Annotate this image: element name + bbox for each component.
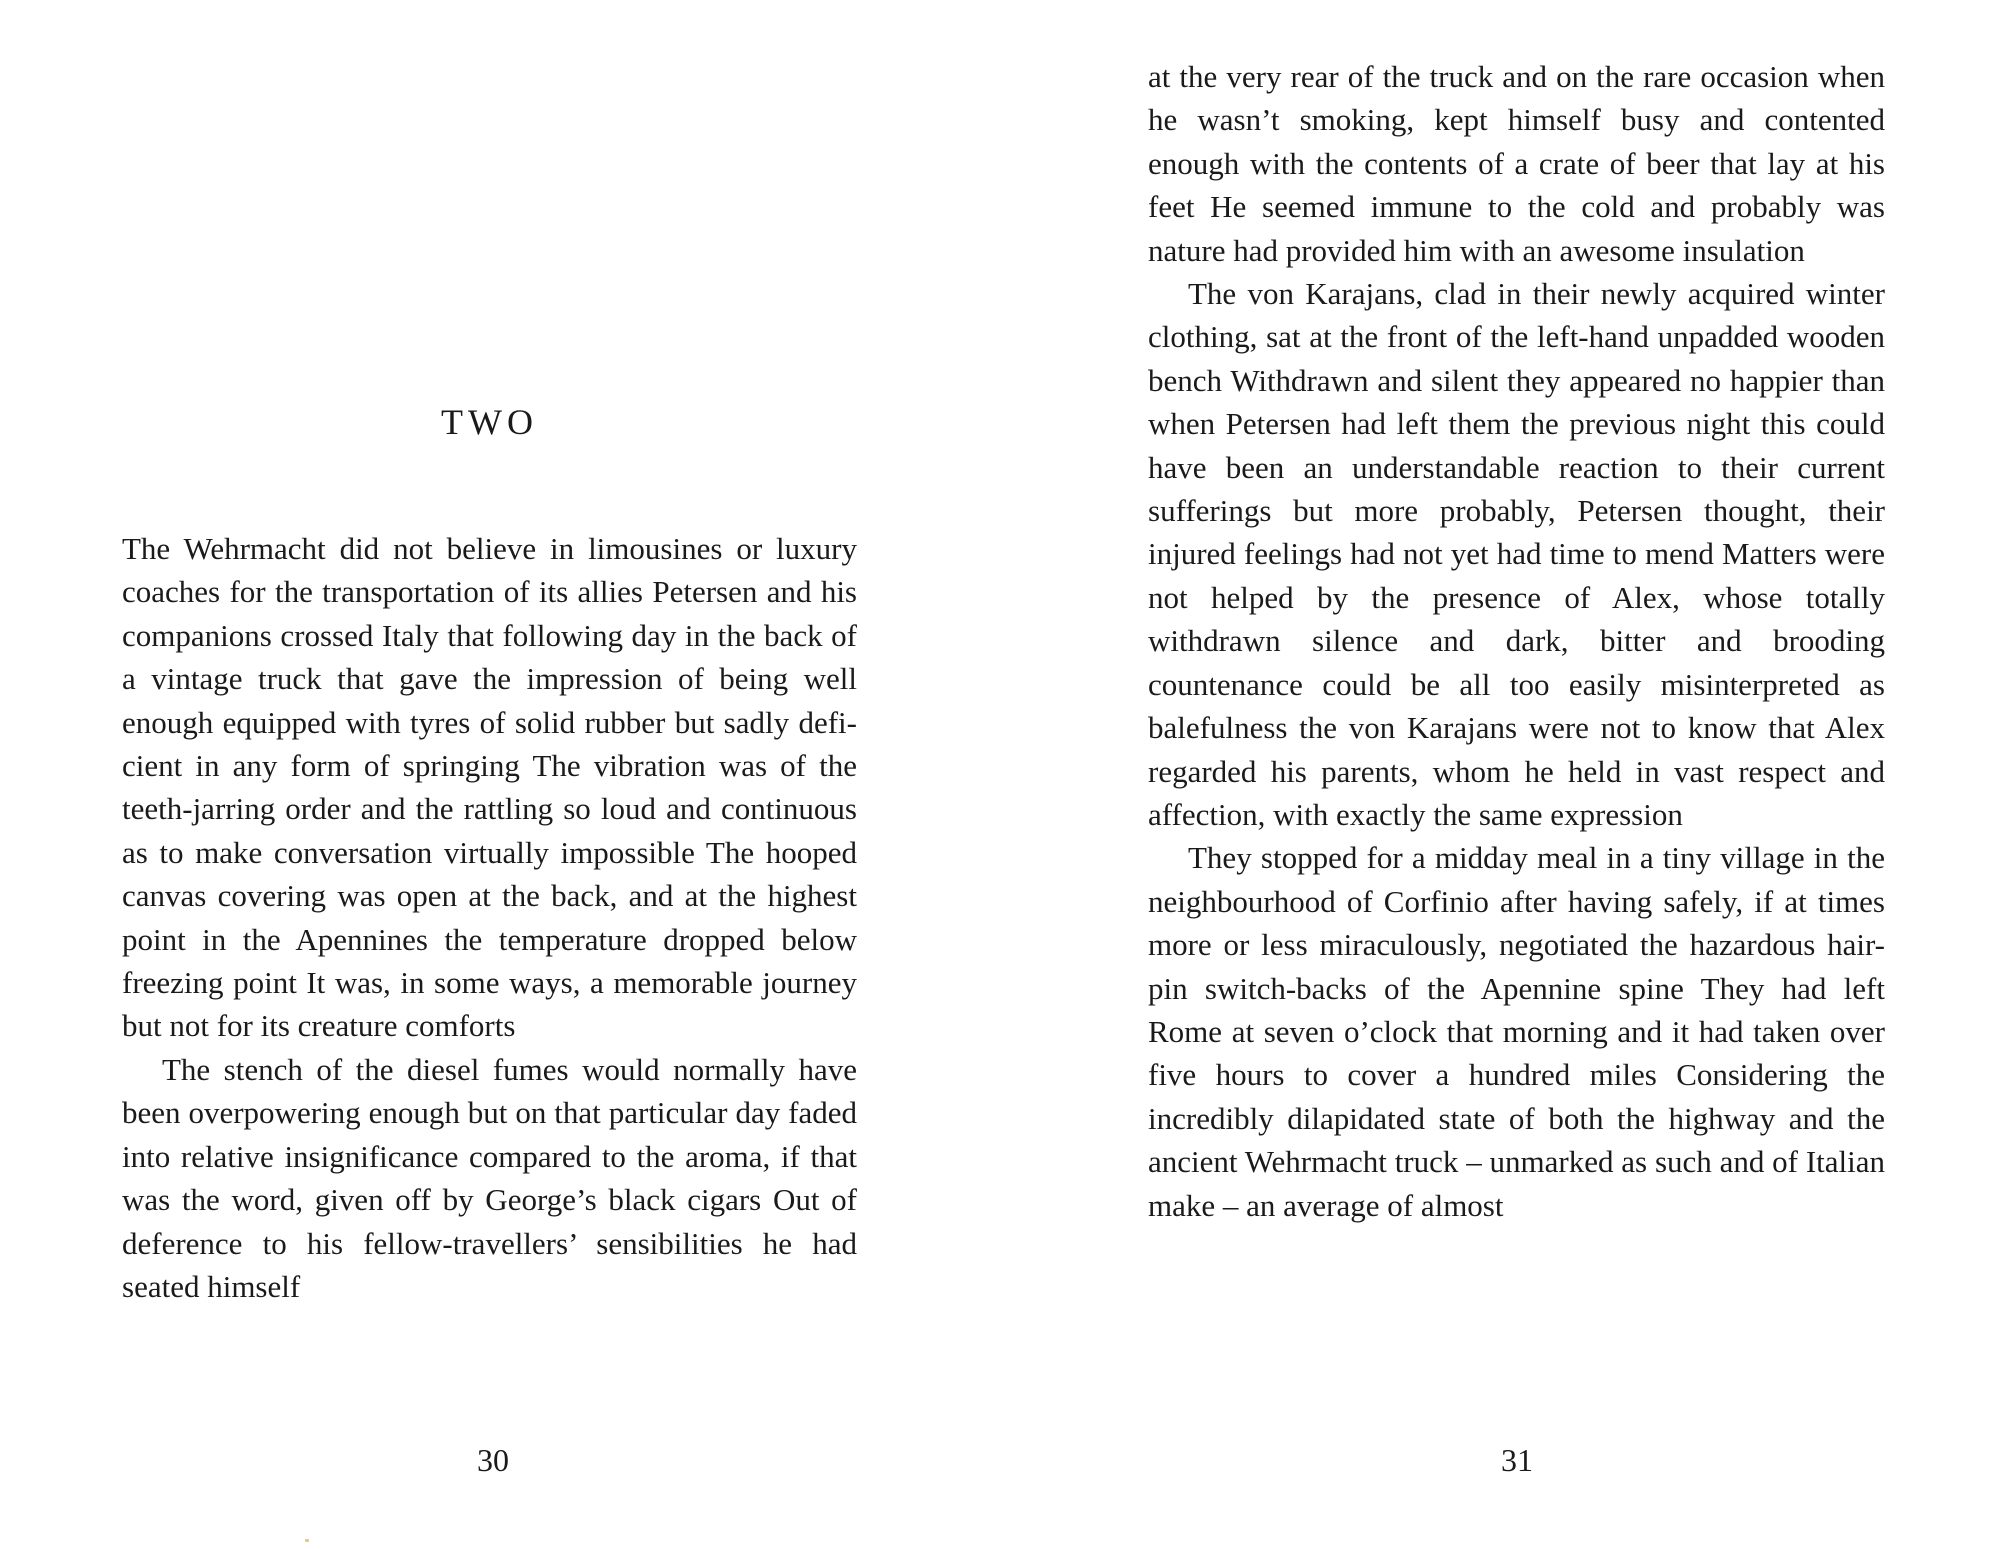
page-number: 31: [1501, 1442, 1533, 1478]
paragraph: The stench of the diesel fumes would normally have been overpowering enough but on that particular day faded into relative insignificance compared to the aroma, if that was the word, given off by George’s black cigars Out of deference to his fellow-travellers’ sensibilities he had seated himself: [122, 1051, 857, 1304]
paper-speck: [305, 1539, 309, 1542]
paragraph: The von Karajans, clad in their newly acquired winter clothing, sat at the front of the left-hand unpadded wooden bench Withdrawn and silent they appeared no happier than when Petersen had left them the previous night this could have been an understandable reaction to their current sufferings but more probably, Petersen thought, their injured feelings had not yet had time to mend Matters were not helped by the presence of Alex, whose totally withdrawn silence and dark, bitter and brooding countenance could be all too easily misinterpreted as balefulness the von Karajans were not to know that Alex regarded his parents, whom he held in vast respect and affection, with exactly the same expression: [1148, 276, 1885, 832]
right-page: [1000, 0, 2000, 1549]
paragraph: at the very rear of the truck and on the rare occasion when he wasn’t smoking, kept himself busy and contented enough with the contents of a crate of beer that lay at his feet He seemed immune to the cold and probably was nature had provided him with an awesome insulation: [1148, 59, 1885, 268]
left-body-text: [122, 527, 857, 1308]
page-number: 30: [477, 1442, 509, 1478]
paragraph: They stopped for a midday meal in a tiny village in the neighbourhood of Corfinio after having safely, if at times more or less miraculously, negotiated the hazardous hair-pin switch-backs of the Apennine spine They had left Rome at seven o’clock that morning and it had taken over five hours to cover a hundred miles Considering the incredibly dilapidated state of both the highway and the ancient Wehrmacht truck – unmarked as such and of Italian make – an average of almost: [1148, 840, 1885, 1223]
paragraph: The Wehrmacht did not believe in limousines or luxury coaches for the transportation of its allies Petersen and his companions crossed Italy that following day in the back of a vintage truck that gave the impression of being well enough equipped with tyres of solid rubber but sadly deficient in any form of springing The vibration was of the teeth-jarring order and the rattling so loud and continuous as to make conversation virtually impossible The hooped canvas covering was open at the back, and at the highest point in the Apennines the temperature dropped below freezing point It was, in some ways, a memorable journey but not for its creature comforts: [122, 531, 857, 1044]
chapter-title: TWO: [441, 402, 538, 442]
right-body-text: [1148, 55, 1885, 1227]
